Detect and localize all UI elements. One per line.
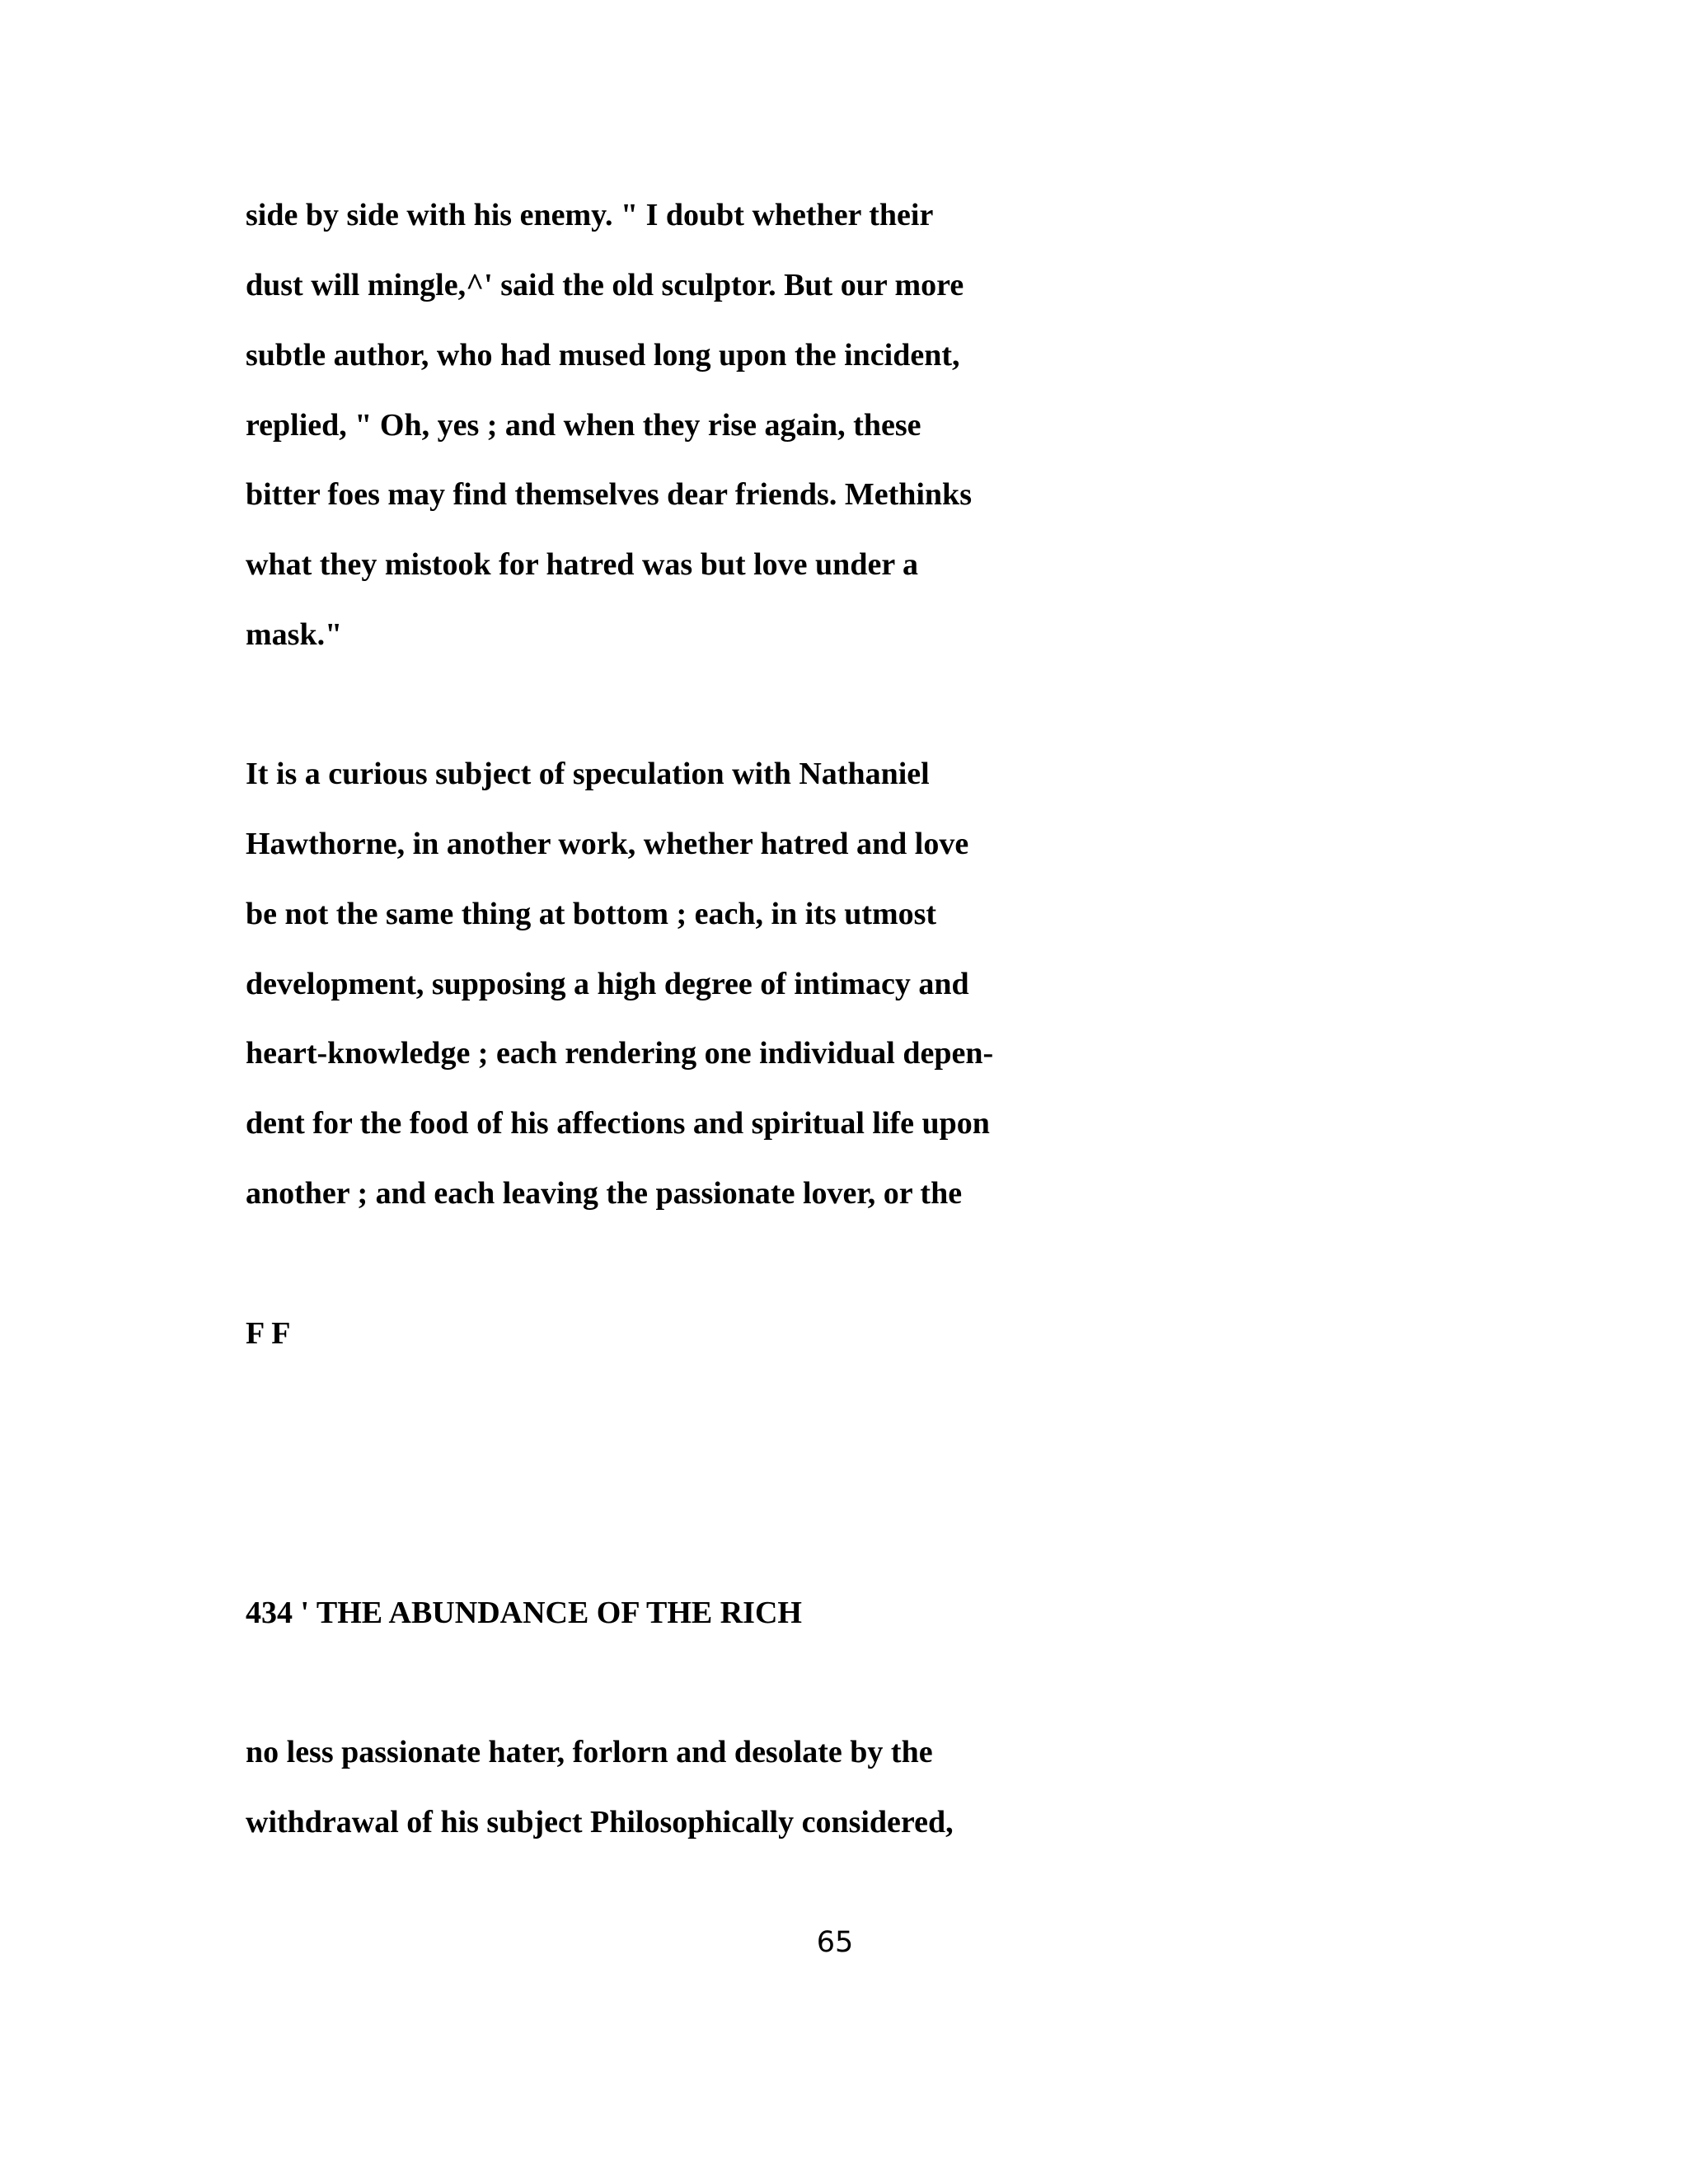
text-line: what they mistook for hatred was but love under a	[246, 547, 918, 582]
signature-mark: F F	[246, 1316, 291, 1351]
text-line: It is a curious subject of speculation with Nathaniel	[246, 757, 930, 791]
text-line: dust will mingle,^' said the old sculptor. But our more	[246, 268, 964, 302]
text-line: dent for the food of his affections and spiritual life upon	[246, 1106, 990, 1141]
text-line: heart-knowledge ; each rendering one individual depen-	[246, 1036, 994, 1071]
page-number: 65	[816, 1926, 854, 1959]
text-line: withdrawal of his subject Philosophically considered,	[246, 1805, 954, 1840]
text-line: side by side with his enemy. " I doubt whether their	[246, 198, 934, 232]
text-line: bitter foes may find themselves dear friends. Methinks	[246, 477, 972, 512]
text-line: development, supposing a high degree of intimacy and	[246, 967, 969, 1001]
text-line: replied, " Oh, yes ; and when they rise again, these	[246, 408, 921, 443]
text-line: no less passionate hater, forlorn and desolate by the	[246, 1735, 933, 1769]
text-line: be not the same thing at bottom ; each, in its utmost	[246, 897, 937, 931]
text-line: another ; and each leaving the passionate lover, or the	[246, 1176, 963, 1211]
text-line: subtle author, who had mused long upon the incident,	[246, 338, 960, 373]
text-line: mask."	[246, 617, 343, 652]
running-head: 434 ' THE ABUNDANCE OF THE RICH	[246, 1596, 802, 1630]
text-line: Hawthorne, in another work, whether hatred and love	[246, 827, 969, 861]
